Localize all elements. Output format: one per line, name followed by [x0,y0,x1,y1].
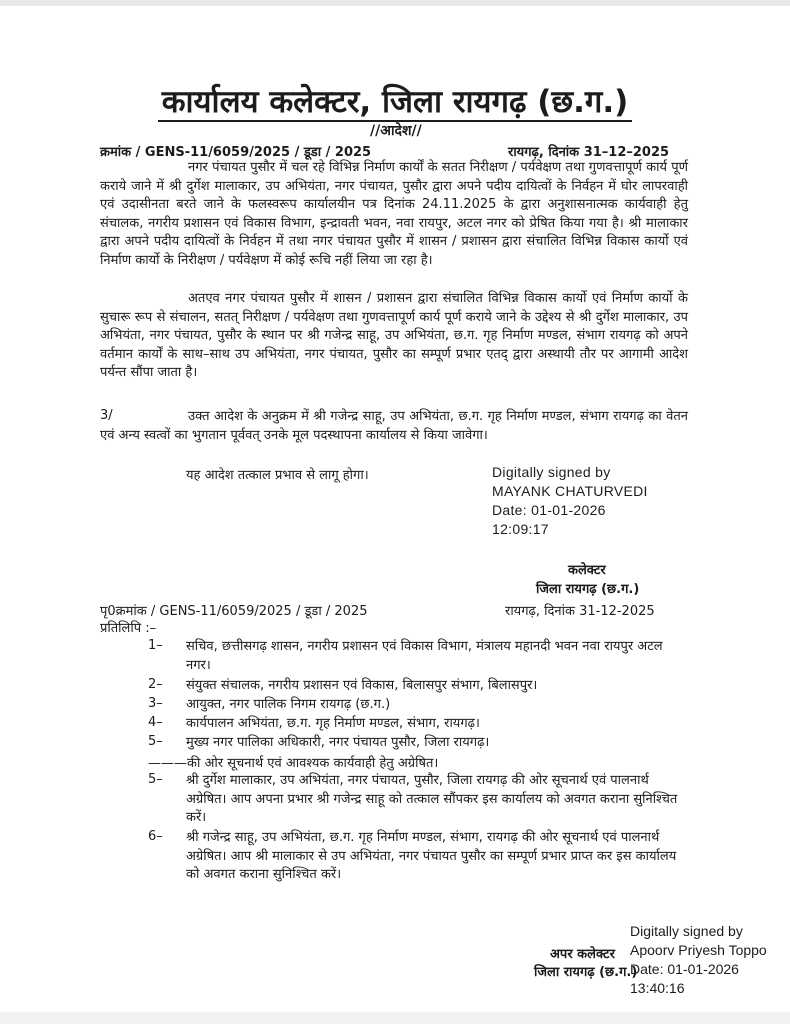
copy-item-number: 5– [148,734,163,749]
paragraph-1: नगर पंचायत पुसौर में चल रहे विभिन्न निर्माण कार्यों के सतत निरीक्षण / पर्यवेक्षण तथा गुणवत्तापूर्ण कार्य पूर्ण कराये जाने में श्री दुर्गेश मालाकार, उप अभियंता, नगर पंचायत, पुसौर द्वारा अपने पदीय दायित्वों के निर्वहन में घोर लापरवाही एवं उदासीनता बरते जाने के फलस्वरूप कार्यालयीन पत्र दिनांक 24.11.2025 के द्वारा अनुशासनात्मक कार्यवाही हेतु संचालक, नगरीय प्रशासन एवं विकास विभाग, इन्द्रावती भवन, नवा रायपुर, अटल नगर को प्रेषित किया गया है। श्री मालाकार द्वारा अपने पदीय दायित्वों के निर्वहन में तथा नगर पंचायत पुसौर में शासन / प्रशासन द्वारा संचालित विभिन्न विकास कार्यो एवं निर्माण कार्यो के निरीक्षण / पर्यवेक्षण में कोई रूचि नहीं लिया जा रहा है। [100,160,688,268]
copy-item-number: 1– [148,638,163,653]
copy-item-text: सचिव, छत्तीसगढ़ शासन, नगरीय प्रशासन एवं विकास विभाग, मंत्रालय महानदी भवन नवा रायपुर अटल नगर। [186,639,663,673]
bottom-scan-strip [0,1012,790,1024]
order-place-date: रायगढ़, दिनांक 31–12–2025 [508,145,670,160]
copy-item-text: श्री दुर्गेश मालाकार, उप अभियंता, नगर पंचायत, पुसौर, जिला रायगढ़ की ओर सूचनार्थ एवं पालनार्थ अग्रेषित। आप अपना प्रभार श्री गजेन्द्र साहू को तत्काल सौंपकर इस कार्यालय को अवगत कराना सुनिश्चित करें। [186,773,678,826]
endorsement-place-date: रायगढ़, दिनांक 31-12-2025 [505,604,655,619]
collector-district: जिला रायगढ़ (छ.ग.) [536,582,640,597]
copy-item-number: 3– [148,696,163,711]
digital-signature-2: Digitally signed by Apoorv Priyesh Toppo Date: 01-01-2026 13:40:16 [630,923,767,996]
copy-item-text: आयुक्त, नगर पालिक निगम रायगढ़ (छ.ग.) [186,697,391,712]
copy-item-text: श्री गजेन्द्र साहू, उप अभियंता, छ.ग. गृह निर्माण मण्डल, संभाग, रायगढ़ की ओर सूचनार्थ एवं पालनार्थ अग्रेषित। आप श्री मालाकार से उप अभियंता, नगर पंचायत पुसौर का सम्पूर्ण प्रभार प्राप्त कर इस कार्यालय को अवगत कराना सुनिश्चित करें। [186,830,677,883]
copy-to-label: प्रतिलिपि :– [100,621,157,636]
order-label: //आदेश// [370,123,422,139]
additional-collector-district: जिला रायगढ़ (छ.ग.) [534,965,638,980]
top-scan-strip [0,0,790,6]
effect-statement: यह आदेश तत्काल प्रभाव से लागू होगा। [186,468,369,483]
order-reference: क्रमांक / GENS-11/6059/2025 / डूडा / 2025 [100,145,372,160]
copy-item-number: 2– [148,677,163,692]
forwarding-note: ———की ओर सूचनार्थ एवं आवश्यक कार्यवाही हेतु अग्रेषित। [148,756,439,771]
paragraph-2: अतएव नगर पंचायत पुसौर में शासन / प्रशासन द्वारा संचालित विभिन्न विकास कार्यो एवं निर्माण कार्यो के सुचारू रूप से संचालन, सतत् निरीक्षण / पर्यवेक्षण तथा गुणवत्तापूर्ण कार्य पूर्ण कराये जाने के उद्देश्य से श्री दुर्गेश मालाकार, उप अभियंता, नगर पंचायत, पुसौर के स्थान पर श्री गजेन्द्र साहू, उप अभियंता, छ.ग. गृह निर्माण मण्डल, संभाग रायगढ़ को अपने वर्तमान कार्यों के साथ–साथ उप अभियंता, नगर पंचायत, पुसौर का सम्पूर्ण प्रभार एतद् द्वारा अस्थायी तौर पर आगामी आदेश पर्यन्त सौंपा जाता है। [100,291,689,381]
paragraph-3: उक्त आदेश के अनुक्रम में श्री गजेन्द्र साहू, उप अभियंता, छ.ग. गृह निर्माण मण्डल, संभाग रायगढ़ का वेतन एवं अन्य स्वत्वों का भुगतान पूर्ववत् उनके मूल पदस्थापना कार्यालय से किया जावेगा। [100,409,688,443]
page-title: कार्यालय कलेक्टर, जिला रायगढ़ (छ.ग.) [0,80,790,122]
copy-item-text: मुख्य नगर पालिका अधिकारी, नगर पंचायत पुसौर, जिला रायगढ़। [186,735,490,750]
copy-item-number: 5– [148,772,163,787]
collector-designation: कलेक्टर [568,563,606,578]
copy-item-text: संयुक्त संचालक, नगरीय प्रशासन एवं विकास, बिलासपुर संभाग, बिलासपुर। [186,678,538,693]
paragraph-3-number: 3/ [100,408,113,423]
copy-item-number: 6– [148,829,163,844]
endorsement-reference: पृ0क्रमांक / GENS-11/6059/2025 / डूडा / 2025 [100,604,368,619]
copy-item-number: 4– [148,715,163,730]
digital-signature-1: Digitally signed by MAYANK CHATURVEDI Date: 01-01-2026 12:09:17 [492,464,648,537]
copy-item-text: कार्यपालन अभियंता, छ.ग. गृह निर्माण मण्डल, संभाग, रायगढ़। [186,716,480,731]
additional-collector-designation: अपर कलेक्टर [550,947,615,962]
